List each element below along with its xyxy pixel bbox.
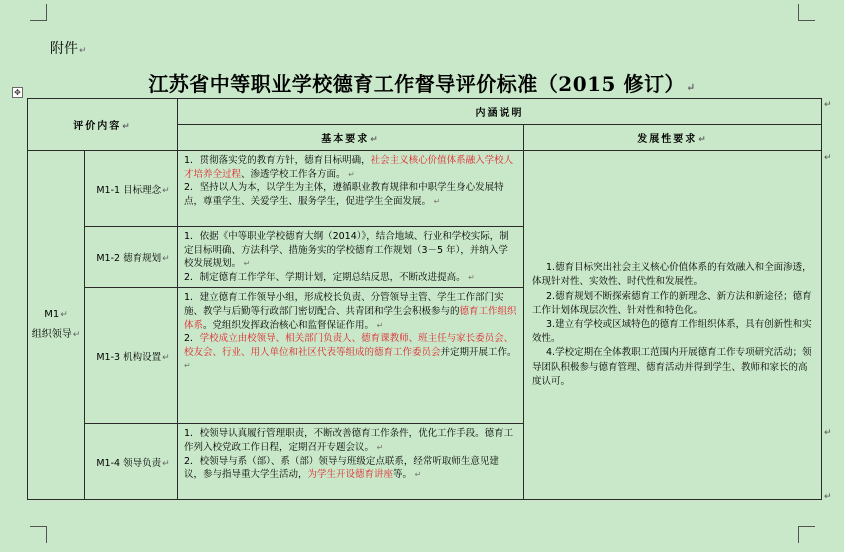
requirement-item	[184, 291, 517, 332]
basic-requirement-cell	[178, 424, 524, 500]
paragraph-mark: ↵	[374, 320, 384, 330]
paragraph-mark: ↵	[412, 470, 422, 480]
header-development-requirements: 发展性要求↵	[524, 125, 822, 151]
item-text: 校领导与系（部）、系（部）领导与班级定点联系，经常听取师生意见建议，参与指导重大学生活动，	[184, 455, 499, 481]
row-end-mark: ↵	[824, 492, 832, 502]
item-text: 、渗透学校工作各方面。	[241, 168, 346, 180]
row-end-mark: ↵	[824, 100, 832, 110]
paragraph-mark: ↵	[241, 259, 251, 269]
document-title: 江苏省中等职业学校德育工作督导评价标准（2015 修订）↵	[148, 72, 696, 96]
sub-item-label: M1-1 目标理念↵	[85, 151, 178, 227]
paragraph-mark: ↵	[184, 361, 191, 371]
item-text: 等。	[393, 469, 413, 481]
highlighted-text: 德育工作组织体系	[184, 305, 517, 331]
development-requirement-cell	[524, 151, 822, 500]
item-number: 1．	[184, 155, 200, 166]
requirement-item	[184, 154, 517, 181]
header-connotation: 内涵说明	[178, 99, 822, 125]
paragraph-mark: ↵	[465, 272, 475, 282]
item-text: 并定期开展工作。	[440, 346, 517, 358]
evaluation-standard-table	[27, 98, 822, 500]
dev-item: 4.学校定期在全体教职工范围内开展德育工作专项研究活动；领导团队积极参与德育管理、德育活动并得到学生、教师和家长的高度认可。	[532, 347, 812, 387]
row-end-mark: ↵	[824, 153, 832, 163]
item-text: 贯彻落实党的教育方针，德育目标明确，	[199, 155, 371, 166]
header-eval-content: 评价内容↵	[28, 99, 178, 151]
item-text: 坚持以人为本，以学生为主体，遵循职业教育规律和中职学生身心发展特点，尊重学生、关爱学生、服务学生，促进学生全面发展。	[184, 182, 504, 207]
item-number: 1．	[184, 292, 200, 304]
item-number: 2．	[184, 333, 200, 345]
page-corner-mark	[798, 526, 815, 543]
item-text: 建立德育工作领导小组，形成校长负责、分管领导主管、学生工作部门实施、教学与后勤等行政部门密切配合、共青团和学生会积极参与的	[184, 292, 504, 317]
basic-requirement-cell	[178, 151, 524, 227]
item-number: 1．	[184, 428, 200, 440]
item-number: 2．	[184, 271, 200, 283]
highlighted-text: 社会主义核心价值体系融入学校人才培养全过程	[184, 155, 514, 180]
paragraph-mark: ↵	[374, 442, 384, 452]
annex-label: 附件↵	[50, 41, 87, 57]
item-text: 制定德育工作学年、学期计划，定期总结反思，不断改进提高。	[199, 271, 466, 283]
header-basic-requirements: 基本要求↵	[178, 125, 524, 151]
table-move-handle-icon[interactable]: ✥	[12, 87, 23, 98]
requirement-item	[184, 181, 517, 208]
page-corner-mark	[30, 526, 47, 543]
dev-item: 2.德育规划不断探索德育工作的新理念、新方法和新途径；德育工作计划体现层次性、针对性和特色化。	[532, 290, 812, 316]
item-number: 1．	[184, 231, 200, 242]
basic-requirement-cell	[178, 288, 524, 424]
sub-item-label: M1-3 机构设置↵	[85, 288, 178, 424]
item-text: 校领导认真履行管理职责，不断改善德育工作条件，优化工作手段。德育工作列入校党政工作日程，定期召开专题会议。	[184, 428, 514, 453]
paragraph-mark: ↵	[431, 196, 441, 206]
item-number: 2．	[184, 182, 200, 194]
item-text: 。党组织发挥政治核心和监督保证作用。	[203, 319, 375, 331]
item-number: 2．	[184, 455, 200, 467]
dev-item: 3.建立有学校或区域特色的德育工作组织体系，具有创新性和实效性。	[532, 319, 812, 345]
dev-item: 1.德育目标突出社会主义核心价值体系的有效融入和全面渗透，体现针对性、实效性、时代性和发展性。	[532, 262, 812, 288]
requirement-item	[184, 271, 517, 285]
requirement-item	[184, 332, 517, 373]
requirement-item	[184, 427, 517, 454]
sub-item-label: M1-4 领导负责↵	[85, 424, 178, 500]
basic-requirement-cell	[178, 227, 524, 288]
requirement-item	[184, 455, 517, 482]
row-end-mark: ↵	[824, 428, 832, 438]
item-text: 依据《中等职业学校德育大纲（2014）》，结合地域、行业和学校实际，制定目标明确、方法科学、措施务实的学校德育工作规划（3－5 年），并纳入学校发展规划。	[184, 231, 509, 270]
page-corner-mark	[30, 4, 47, 21]
highlighted-text: 为学生开设德育讲座	[307, 469, 394, 481]
category-cell: M1↵ 组织领导↵	[28, 151, 85, 500]
sub-item-label: M1-2 德育规划↵	[85, 227, 178, 288]
highlighted-text: 学校成立由校领导、相关部门负责人、德育课教师、班主任与家长委员会、校友会、行业、用人单位和社区代表等组成的德育工作委员会	[184, 333, 514, 358]
page-corner-mark	[798, 4, 815, 21]
paragraph-mark: ↵	[345, 169, 355, 179]
requirement-item	[184, 230, 517, 271]
table-row	[28, 151, 822, 227]
